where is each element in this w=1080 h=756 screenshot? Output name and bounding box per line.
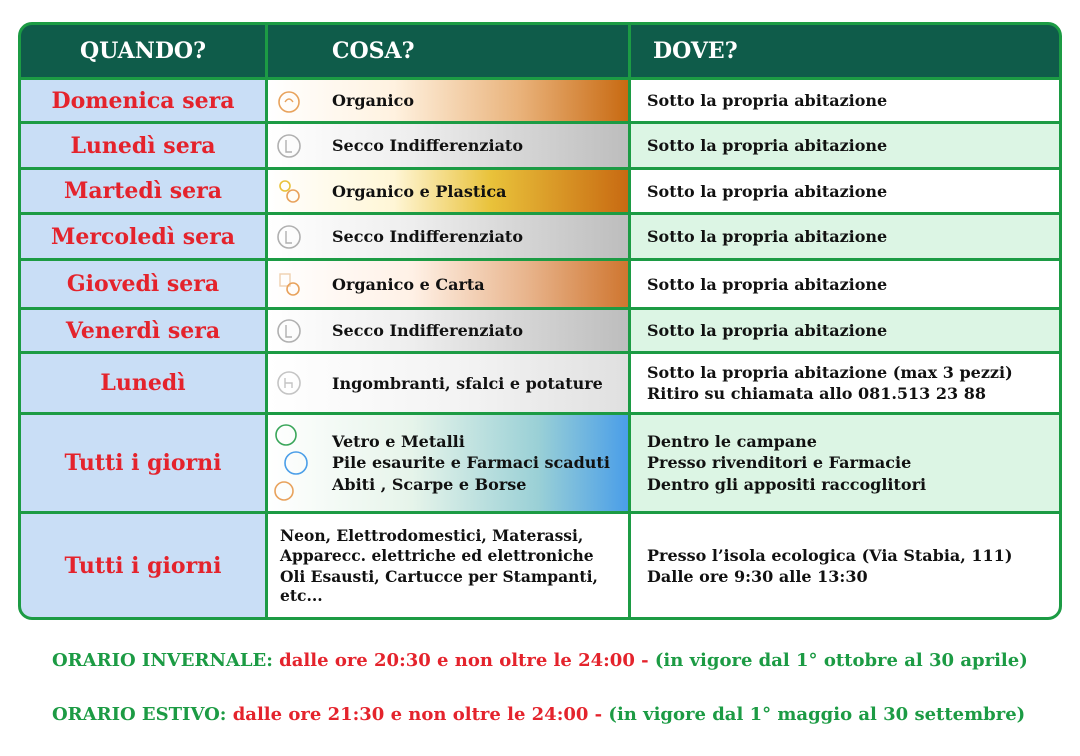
row-location: Sotto la propria abitazione	[631, 80, 1062, 121]
header-what: COSA?	[268, 25, 628, 77]
organic-paper-icon	[276, 271, 302, 297]
row-day: Tutti i giorni	[21, 514, 265, 618]
summer-hours-note	[52, 704, 1025, 725]
waste-label: Organico	[332, 91, 415, 110]
summer-label: ORARIO ESTIVO:	[52, 704, 227, 725]
dry-waste-icon	[276, 224, 302, 250]
waste-label: Secco Indifferenziato	[332, 136, 523, 155]
location-line: Presso rivenditori e Farmacie	[647, 453, 912, 473]
location-line: Presso l’isola ecologica (Via Stabia, 111)	[647, 545, 1013, 565]
row-waste-type	[268, 215, 628, 258]
row-location: Sotto la propria abitazione	[631, 310, 1062, 351]
glass-battery-clothes-icon	[272, 423, 308, 503]
bulky-waste-icon	[276, 370, 302, 396]
winter-hours-note	[52, 650, 1028, 671]
waste-line: Pile esaurite e Farmaci scaduti	[332, 453, 610, 473]
row-waste-type	[268, 124, 628, 167]
row-waste-type	[268, 310, 628, 351]
dry-waste-icon	[276, 133, 302, 159]
row-location: Sotto la propria abitazione	[631, 124, 1062, 167]
waste-label: Organico e Plastica	[332, 181, 507, 201]
row-day: Mercoledì sera	[21, 215, 265, 258]
waste-label: Organico e Carta	[332, 274, 485, 294]
row-waste-type	[268, 354, 628, 412]
row-day: Tutti i giorni	[21, 415, 265, 511]
row-location	[631, 415, 1062, 511]
row-day: Lunedì sera	[21, 124, 265, 167]
row-location	[631, 354, 1062, 412]
header-when: QUANDO?	[21, 25, 265, 77]
location-line: Dentro gli appositi raccoglitori	[647, 474, 927, 494]
organic-icon	[276, 88, 302, 114]
waste-line: Vetro e Metalli	[332, 432, 465, 452]
row-waste-type	[268, 80, 628, 121]
winter-label: ORARIO INVERNALE:	[52, 650, 273, 671]
organic-plastic-icon	[276, 178, 302, 204]
waste-label: Secco Indifferenziato	[332, 227, 523, 246]
row-location	[631, 514, 1062, 618]
location-line: Sotto la propria abitazione (max 3 pezzi)	[647, 362, 1013, 382]
summer-hours: dalle ore 21:30 e non oltre le 24:00 -	[232, 704, 603, 725]
dry-waste-icon	[276, 318, 302, 344]
row-location: Sotto la propria abitazione	[631, 261, 1062, 307]
location-line: Dentro le campane	[647, 432, 817, 452]
location-line: Dalle ore 9:30 alle 13:30	[647, 567, 868, 586]
row-location: Sotto la propria abitazione	[631, 170, 1062, 212]
header-where: DOVE?	[631, 25, 1062, 77]
waste-label: Ingombranti, sfalci e potature	[332, 373, 603, 393]
waste-line: Neon, Elettrodomestici, Materassi,	[280, 525, 584, 545]
waste-label: Secco Indifferenziato	[332, 321, 523, 340]
row-waste-type	[268, 415, 628, 511]
location-line: Ritiro su chiamata allo 081.513 23 88	[647, 384, 986, 403]
waste-line: Apparecc. elettriche ed elettroniche	[280, 546, 594, 566]
summer-period: (in vigore dal 1° maggio al 30 settembre)	[608, 704, 1026, 725]
winter-period: (in vigore dal 1° ottobre al 30 aprile)	[654, 650, 1028, 671]
waste-line: Oli Esausti, Cartucce per Stampanti, etc...	[280, 567, 598, 605]
row-day: Giovedì sera	[21, 261, 265, 307]
row-location: Sotto la propria abitazione	[631, 215, 1062, 258]
row-day: Venerdì sera	[21, 310, 265, 351]
row-day: Domenica sera	[21, 80, 265, 121]
row-day: Lunedì	[21, 354, 265, 412]
collection-schedule-table	[18, 22, 1062, 620]
row-waste-type	[268, 261, 628, 307]
winter-hours: dalle ore 20:30 e non oltre le 24:00 -	[279, 650, 649, 671]
row-day: Martedì sera	[21, 170, 265, 212]
waste-line: Abiti , Scarpe e Borse	[332, 474, 527, 494]
row-waste-type	[268, 514, 628, 618]
row-waste-type	[268, 170, 628, 212]
